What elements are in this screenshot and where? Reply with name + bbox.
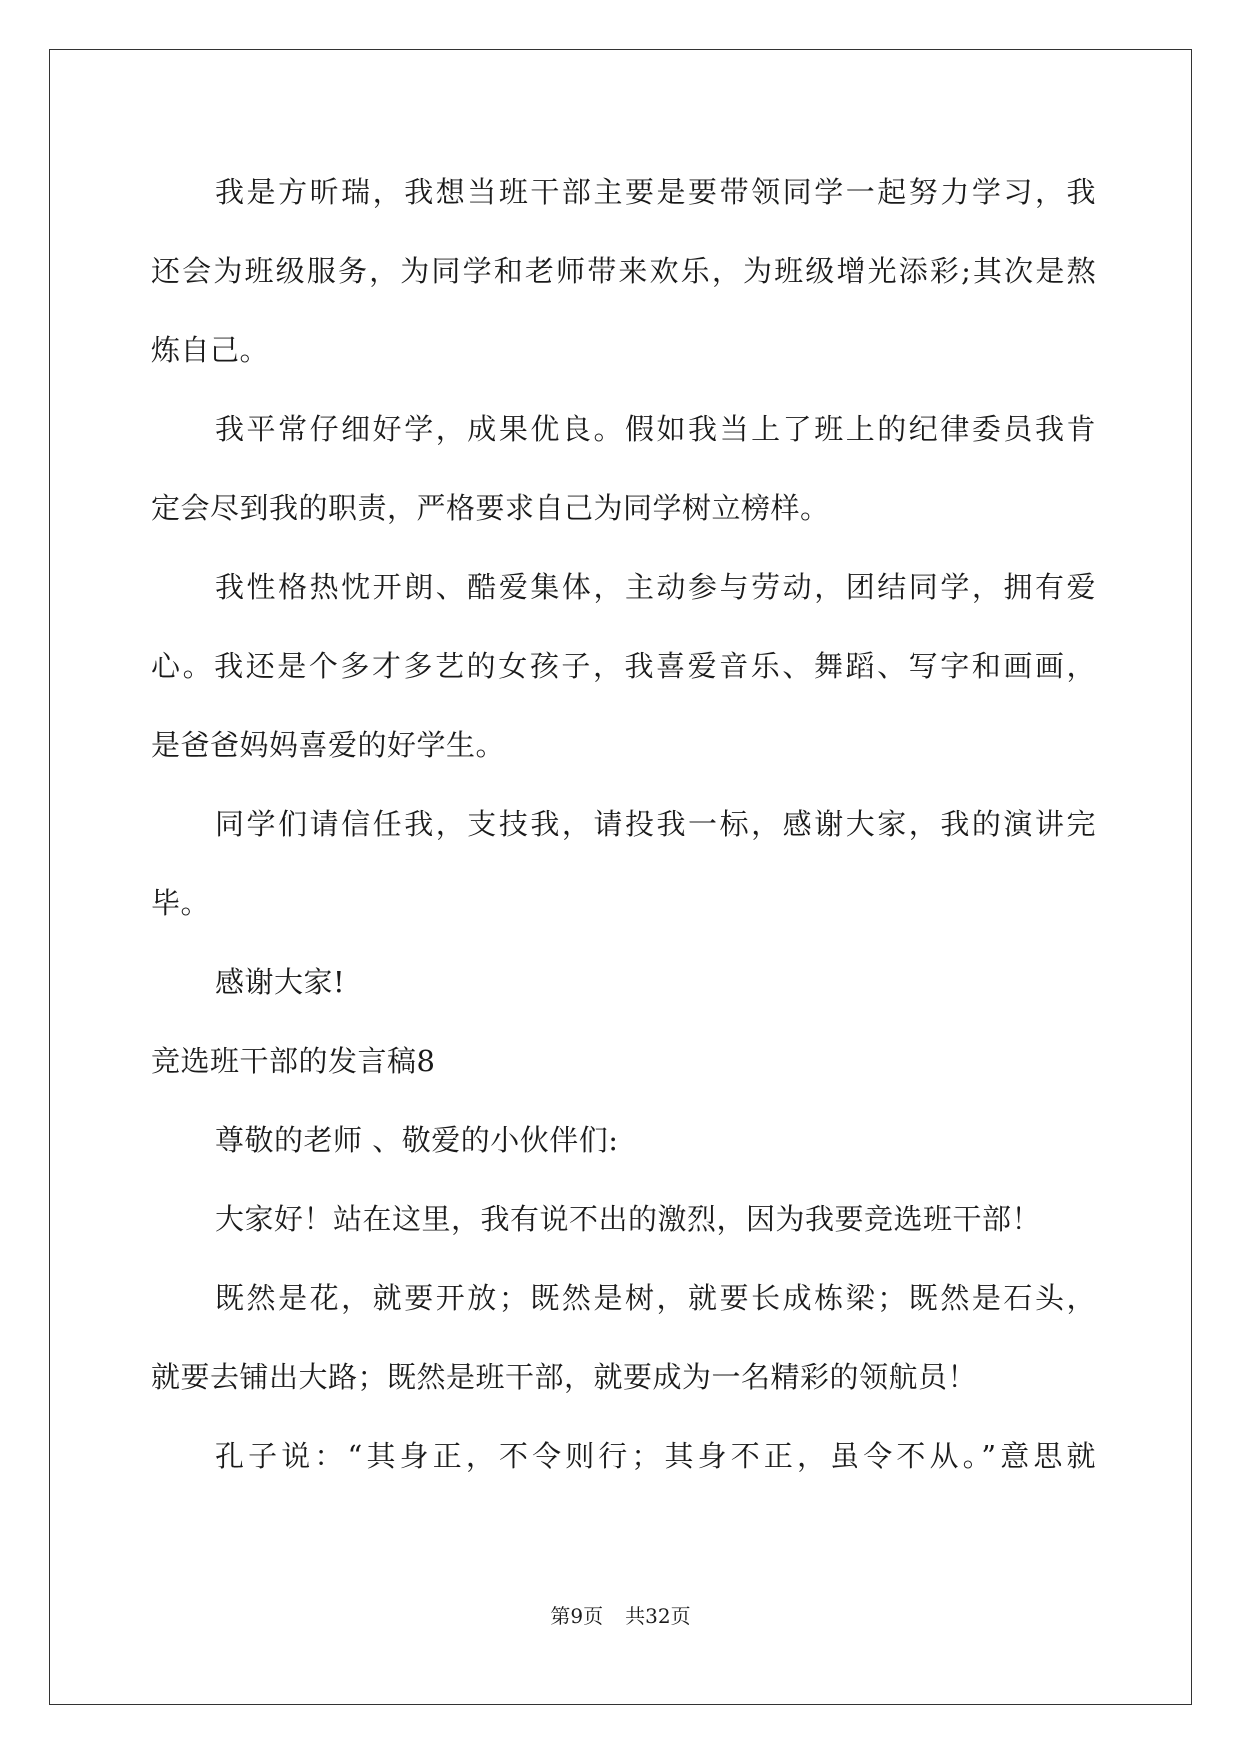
paragraph-line: 感谢大家! [215,965,346,999]
paragraph-line: 我性格热忱开朗、酷爱集体，主动参与劳动，团结同学，拥有爱 [215,570,1096,604]
paragraph-line: 是爸爸妈妈喜爱的好学生。 [151,728,506,762]
paragraph-line: 我平常仔细好学，成果优良。假如我当上了班上的纪律委员我肯 [215,412,1096,446]
paragraph-line: 既然是花，就要开放；既然是树，就要长成栋梁；既然是石头， [215,1281,1096,1315]
page-footer [0,1603,1241,1629]
paragraph-line: 我是方昕瑞，我想当班干部主要是要带领同学一起努力学习，我 [215,175,1096,209]
page-total: 共32页 [625,1604,691,1628]
paragraph-line: 大家好！站在这里，我有说不出的激烈，因为我要竞选班干部！ [215,1202,1042,1236]
paragraph-line: 还会为班级服务，为同学和老师带来欢乐，为班级增光添彩;其次是熬 [151,254,1096,288]
paragraph-line: 同学们请信任我，支技我，请投我一标，感谢大家，我的演讲完 [215,807,1096,841]
page-number: 第9页 [550,1604,604,1628]
paragraph-line: 毕。 [151,886,211,920]
paragraph-line: 孔子说：“其身正，不令则行；其身不正，虽令不从。”意思就 [215,1439,1096,1473]
paragraph-line: 定会尽到我的职责，严格要求自己为同学树立榜样。 [151,491,830,525]
section-heading: 竞选班干部的发言稿8 [151,1044,436,1078]
paragraph-line: 炼自己。 [151,333,270,367]
paragraph-line: 尊敬的老师 、敬爱的小伙伴们: [215,1123,619,1157]
paragraph-line: 心。我还是个多才多艺的女孩子，我喜爱音乐、舞蹈、写字和画画， [151,649,1096,683]
paragraph-line: 就要去铺出大路；既然是班干部，就要成为一名精彩的领航员！ [151,1360,978,1394]
